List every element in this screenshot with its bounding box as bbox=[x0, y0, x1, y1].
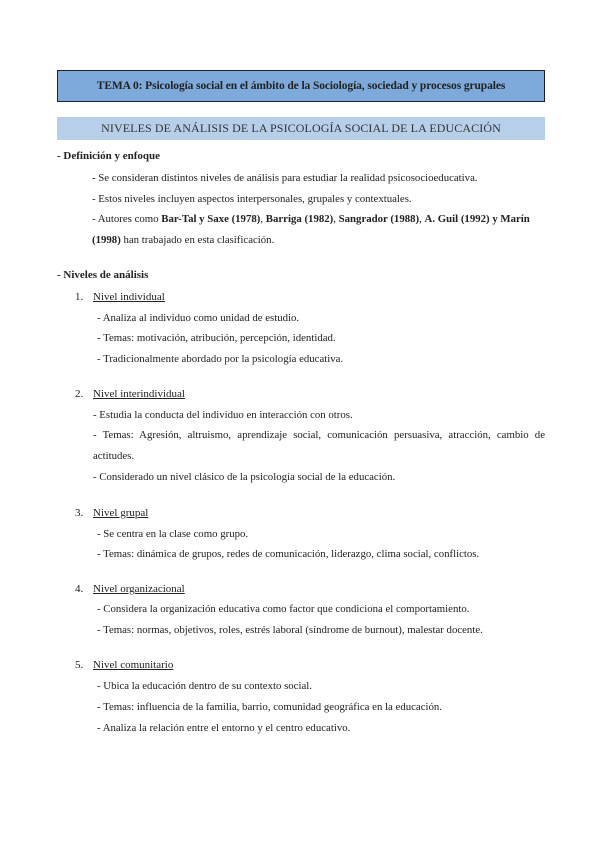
author-bar-tal-saxe: Bar-Tal y Saxe (1978) bbox=[161, 213, 261, 225]
level-5-item: - Ubica la educación dentro de su contexto social. bbox=[97, 680, 312, 692]
author-barriga: Barriga (1982) bbox=[265, 213, 334, 225]
definicion-authors: - Autores como Bar-Tal y Saxe (1978), Barriga (1982), Sangrador (1988), A. Guil (1992) y Marín (1998) han trabajado en esta clasificación. bbox=[92, 213, 530, 246]
definicion-heading: - Definición y enfoque bbox=[57, 150, 160, 162]
level-4-item: - Temas: normas, objetivos, roles, estrés laboral (síndrome de burnout), malestar docente. bbox=[97, 624, 483, 636]
level-3-item: - Temas: dinámica de grupos, redes de comunicación, liderazgo, clima social, conflictos. bbox=[97, 548, 480, 560]
author-sangrador: Sangrador (1988) bbox=[338, 213, 420, 225]
level-3-item: - Se centra en la clase como grupo. bbox=[97, 528, 249, 540]
level-3-title: 3. Nivel grupal bbox=[75, 507, 149, 519]
level-1-item: - Temas: motivación, atribución, percepción, identidad. bbox=[97, 332, 336, 344]
level-1-item: - Analiza al individuo como unidad de estudio. bbox=[97, 312, 300, 324]
level-5-item: - Analiza la relación entre el entorno y el centro educativo. bbox=[97, 722, 351, 734]
author-marin: y Marín (1998) bbox=[92, 213, 530, 246]
section-heading: NIVELES DE ANÁLISIS DE LA PSICOLOGÍA SOCIAL DE LA EDUCACIÓN bbox=[57, 117, 545, 140]
level-2-item: - Considerado un nivel clásico de la psicología social de la educación. bbox=[93, 471, 396, 483]
definicion-line-1: - Se consideran distintos niveles de análisis para estudiar la realidad psicosocioeducativa. bbox=[92, 172, 478, 184]
level-1-item: - Tradicionalmente abordado por la psicología educativa. bbox=[97, 353, 344, 365]
level-5-title: 5. Nivel comunitario bbox=[75, 659, 174, 671]
document-title: TEMA 0: Psicología social en el ámbito de la Sociología, sociedad y procesos grupales bbox=[57, 70, 545, 102]
level-4-item: - Considera la organización educativa como factor que condiciona el comportamiento. bbox=[97, 603, 470, 615]
level-4-title: 4. Nivel organizacional bbox=[75, 583, 185, 595]
level-5-item: - Temas: influencia de la familia, barrio, comunidad geográfica en la educación. bbox=[97, 701, 442, 713]
level-2-title: 2. Nivel interindividual bbox=[75, 388, 185, 400]
level-2-item: - Estudia la conducta del individuo en interacción con otros. bbox=[93, 409, 353, 421]
author-guil: A. Guil (1992) bbox=[424, 213, 490, 225]
niveles-heading: - Niveles de análisis bbox=[57, 269, 149, 281]
level-1-title: 1. Nivel individual bbox=[75, 291, 165, 303]
level-2-item: - Temas: Agresión, altruismo, aprendizaje social, comunicación persuasiva, atracción, cambio de actitudes. bbox=[93, 429, 545, 462]
definicion-line-2: - Estos niveles incluyen aspectos interpersonales, grupales y contextuales. bbox=[92, 193, 412, 205]
